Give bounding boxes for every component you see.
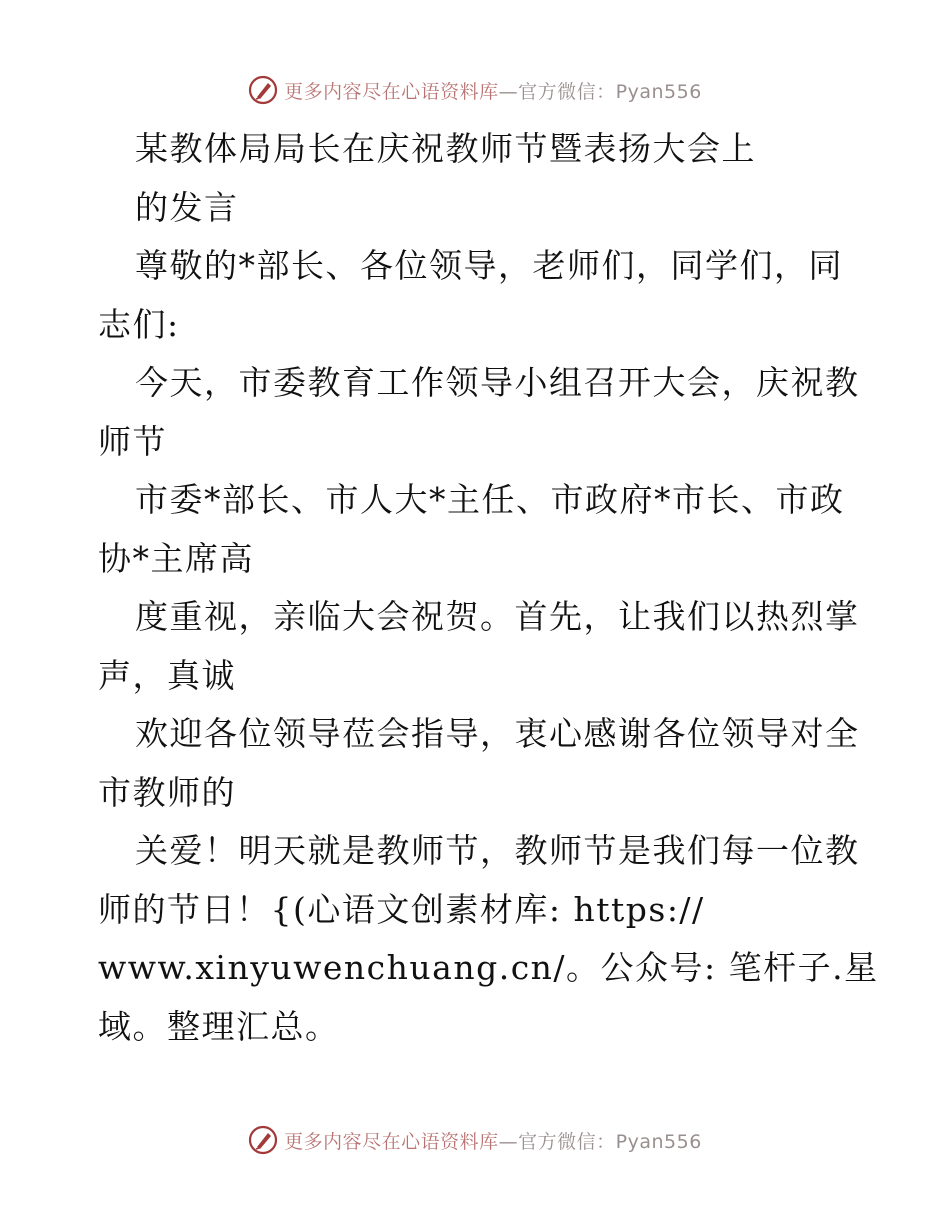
paragraph-line: 师节 <box>98 421 167 461</box>
paragraph-line: 度重视，亲临大会祝贺。首先，让我们以热烈掌 <box>135 597 860 636</box>
wechat-contact: 官方微信：Pyan556 <box>518 1130 702 1153</box>
footer-banner-text <box>284 1127 702 1154</box>
quill-pen-icon <box>248 1125 278 1155</box>
paragraph-line: 关爱！明天就是教师节，教师节是我们每一位教 <box>135 831 860 870</box>
wechat-contact: 官方微信：Pyan556 <box>518 80 702 103</box>
document-title-line-2: 的发言 <box>135 187 239 227</box>
banner-dash: — <box>498 80 519 103</box>
footer-banner <box>0 1120 950 1160</box>
paragraph-line: 域。整理汇总。 <box>98 1006 340 1046</box>
paragraph-line: 声，真诚 <box>98 655 236 695</box>
site-name: 更多内容尽在心语资料库 <box>284 80 499 103</box>
paragraph-line: 市教师的 <box>98 772 236 812</box>
document-title-line-1: 某教体局局长在庆祝教师节暨表扬大会上 <box>135 129 756 168</box>
paragraph-line: 尊敬的*部长、各位领导，老师们，同学们，同 <box>135 246 843 285</box>
header-banner <box>0 70 950 110</box>
paragraph-line: 师的节日！{(心语文创素材库: https:// <box>98 889 705 929</box>
paragraph-line: 今天，市委教育工作领导小组召开大会，庆祝教 <box>135 363 860 402</box>
paragraph-line: 志们: <box>98 304 180 344</box>
header-banner-text <box>284 77 702 104</box>
banner-dash: — <box>498 1130 519 1153</box>
paragraph-line: 协*主席高 <box>98 538 254 578</box>
site-name: 更多内容尽在心语资料库 <box>284 1130 499 1153</box>
paragraph-line: 欢迎各位领导莅会指导，衷心感谢各位领导对全 <box>135 714 860 753</box>
quill-pen-icon <box>248 75 278 105</box>
document-body <box>98 120 879 1056</box>
paragraph-line: www.xinyuwenchuang.cn/。公众号: 笔杆子.星 <box>98 948 879 987</box>
paragraph-line: 市委*部长、市人大*主任、市政府*市长、市政 <box>135 480 845 519</box>
